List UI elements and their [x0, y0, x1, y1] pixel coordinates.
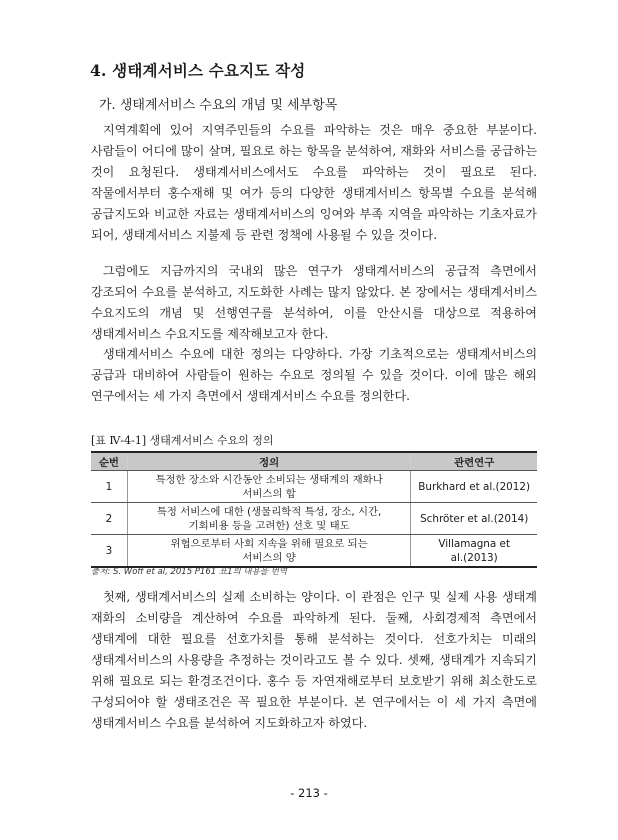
reference-line: Villamagna et	[438, 537, 511, 550]
paragraph-text: 첫째, 생태계서비스의 실제 소비하는 양이다. 이 관점은 인구 및 실제 사용 생태계 재화의 소비량을 계산하여 수요를 파악하게 된다. 둘째, 사회경제적 측면에서 생태계에 대한 필요를 선호가치를 통해 분석하는 것이다. 선호가치는 미래의 생태계서비스의 사용량을 추정하는 것이라고도 볼 수 있다. 셋째, 생태계가 지속되기 위해 필요로 되는 환경조건이다. 홍수 등 자연재해로부터 보호받기 위해 최소한도로 구성되어야 할 생태조건은 꼭 필요한 부분이다. 본 연구에서는 이 세 가지 측면에 생태계서비스 수요를 분석하여 지도화하고자 하였다.	[91, 590, 537, 730]
header-definition: 정의	[127, 452, 410, 471]
cell-no: 3	[91, 535, 127, 568]
table-row	[91, 535, 537, 568]
header-reference: 관련연구	[411, 452, 537, 471]
definition-line: 기회비용 등을 고려한) 선호 및 태도	[188, 519, 350, 532]
cell-reference	[411, 503, 537, 535]
paragraph-2	[91, 261, 537, 345]
paragraph-3	[91, 344, 537, 407]
header-no: 순번	[91, 452, 127, 471]
paragraph-text: 그럼에도 지금까지의 국내외 많은 연구가 생태계서비스의 공급적 측면에서 강조되어 수요를 분석하고, 지도화한 사례는 많지 않았다. 본 장에서는 생태계서비스 수요지도의 개념 및 선행연구를 분석하여, 이를 안산시를 대상으로 적용하여 생태계서비스 수요지도를 제작해보고자 한다.	[91, 264, 537, 341]
definition-line: 특정한 장소와 시간동안 소비되는 생태계의 재화나	[155, 473, 383, 486]
definition-table	[91, 451, 537, 568]
paragraph-4	[91, 587, 537, 734]
cell-reference	[411, 471, 537, 503]
definition-line: 서비스의 합	[242, 487, 296, 500]
cell-no: 1	[91, 471, 127, 503]
cell-definition	[127, 471, 410, 503]
table-header-row	[91, 452, 537, 471]
definition-line: 특정 서비스에 대한 (생물리학적 특성, 장소, 시간,	[156, 505, 382, 518]
reference-line: Burkhard et al.(2012)	[418, 480, 531, 493]
definition-line: 서비스의 양	[242, 551, 296, 564]
paragraph-text: 지역계획에 있어 지역주민들의 수요를 파악하는 것은 매우 중요한 부분이다. 사람들이 어디에 많이 살며, 필요로 하는 항목을 분석하여, 재화와 서비스를 공급하는 것이 요청된다. 생태계서비스에서도 수요를 파악하는 것이 필요로 된다. 작물에서부터 홍수재해 및 여가 등의 다양한 생태계서비스 항목별 수요를 분석해 공급지도와 비교한 자료는 생태계서비스의 잉여와 부족 지역을 파악하는 기초자료가 되어, 생태계서비스 지불제 등 관련 정책에 사용될 수 있을 것이다.	[91, 123, 537, 242]
cell-no: 2	[91, 503, 127, 535]
paragraph-text: 생태계서비스 수요에 대한 정의는 다양하다. 가장 기초적으로는 생태계서비스의 공급과 대비하여 사람들이 원하는 수요로 정의될 수 있을 것이다. 이에 많은 해외 연구에서는 세 가지 측면에서 생태계서비스 수요를 정의한다.	[91, 347, 537, 403]
page-number: - 213 -	[290, 786, 328, 800]
table-source: 출처: S. Woff et al, 2015 P161 표1의 내용을 번역	[91, 567, 288, 577]
table-caption: [표 Ⅳ-4-1] 생태계서비스 수요의 정의	[91, 434, 274, 447]
section-subheading: 가. 생태계서비스 수요의 개념 및 세부항목	[99, 98, 338, 113]
table-row	[91, 471, 537, 503]
paragraph-1	[91, 120, 537, 246]
reference-line: Schröter et al.(2014)	[420, 512, 529, 525]
cell-reference	[411, 535, 537, 568]
definition-line: 위협으로부터 사회 지속을 위해 필요로 되는	[170, 537, 368, 550]
section-heading: 4. 생태계서비스 수요지도 작성	[90, 61, 306, 80]
table-row	[91, 503, 537, 535]
reference-line: al.(2013)	[450, 551, 498, 564]
cell-definition	[127, 535, 410, 568]
cell-definition	[127, 503, 410, 535]
